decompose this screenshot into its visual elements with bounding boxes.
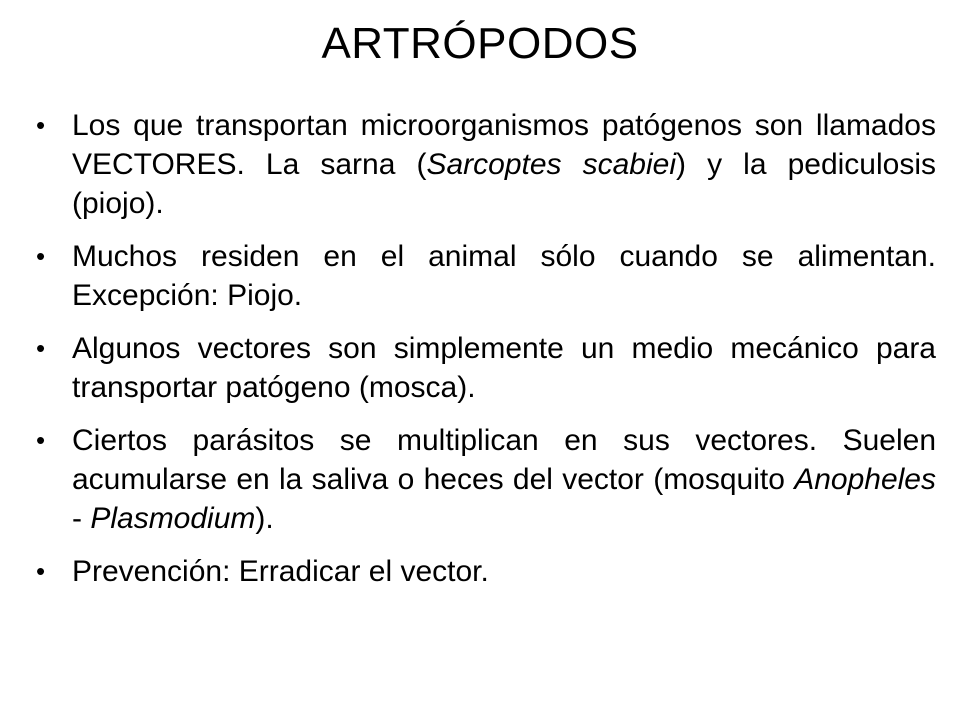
bullet-text-segment-italic: Anopheles <box>794 463 936 496</box>
bullet-item <box>36 552 936 591</box>
bullet-icon: • <box>36 556 46 586</box>
bullet-icon: • <box>36 425 46 455</box>
bullet-text-segment: Muchos residen en el animal sólo cuando se alimentan. Excepción: Piojo. <box>72 240 936 312</box>
bullet-text-segment: ) y la pediculosis (piojo). <box>72 148 937 220</box>
bullet-text-segment: Los que transportan microorganismos patógenos son llamados VECTORES. La sarna ( <box>72 109 936 181</box>
bullet-item <box>36 106 936 223</box>
bullet-item <box>36 237 936 315</box>
bullet-text-segment-italic: Plasmodium <box>90 502 256 535</box>
bullet-item <box>36 329 936 407</box>
bullet-text <box>72 421 936 538</box>
bullet-text-segment: - <box>72 502 91 535</box>
bullet-text-segment: Algunos vectores son simplemente un medio mecánico para transportar patógeno (mosca). <box>72 332 936 404</box>
bullet-text-segment: ). <box>255 502 274 535</box>
slide-title: ARTRÓPODOS <box>321 19 639 68</box>
bullet-text-segment-italic: Sarcoptes scabiei <box>426 148 677 181</box>
bullet-text <box>72 237 936 315</box>
bullet-text <box>72 552 936 591</box>
bullet-icon: • <box>36 110 46 140</box>
bullet-text <box>72 329 936 407</box>
bullet-icon: • <box>36 333 46 363</box>
bullet-text-segment: Prevención: Erradicar el vector. <box>72 555 489 588</box>
bullet-item <box>36 421 936 538</box>
bullet-text <box>72 106 936 223</box>
bullet-text-segment: Ciertos parásitos se multiplican en sus vectores. Suelen acumularse en la saliva o heces del vector (mosquito <box>72 424 936 496</box>
bullet-list <box>36 106 936 605</box>
bullet-icon: • <box>36 241 46 271</box>
